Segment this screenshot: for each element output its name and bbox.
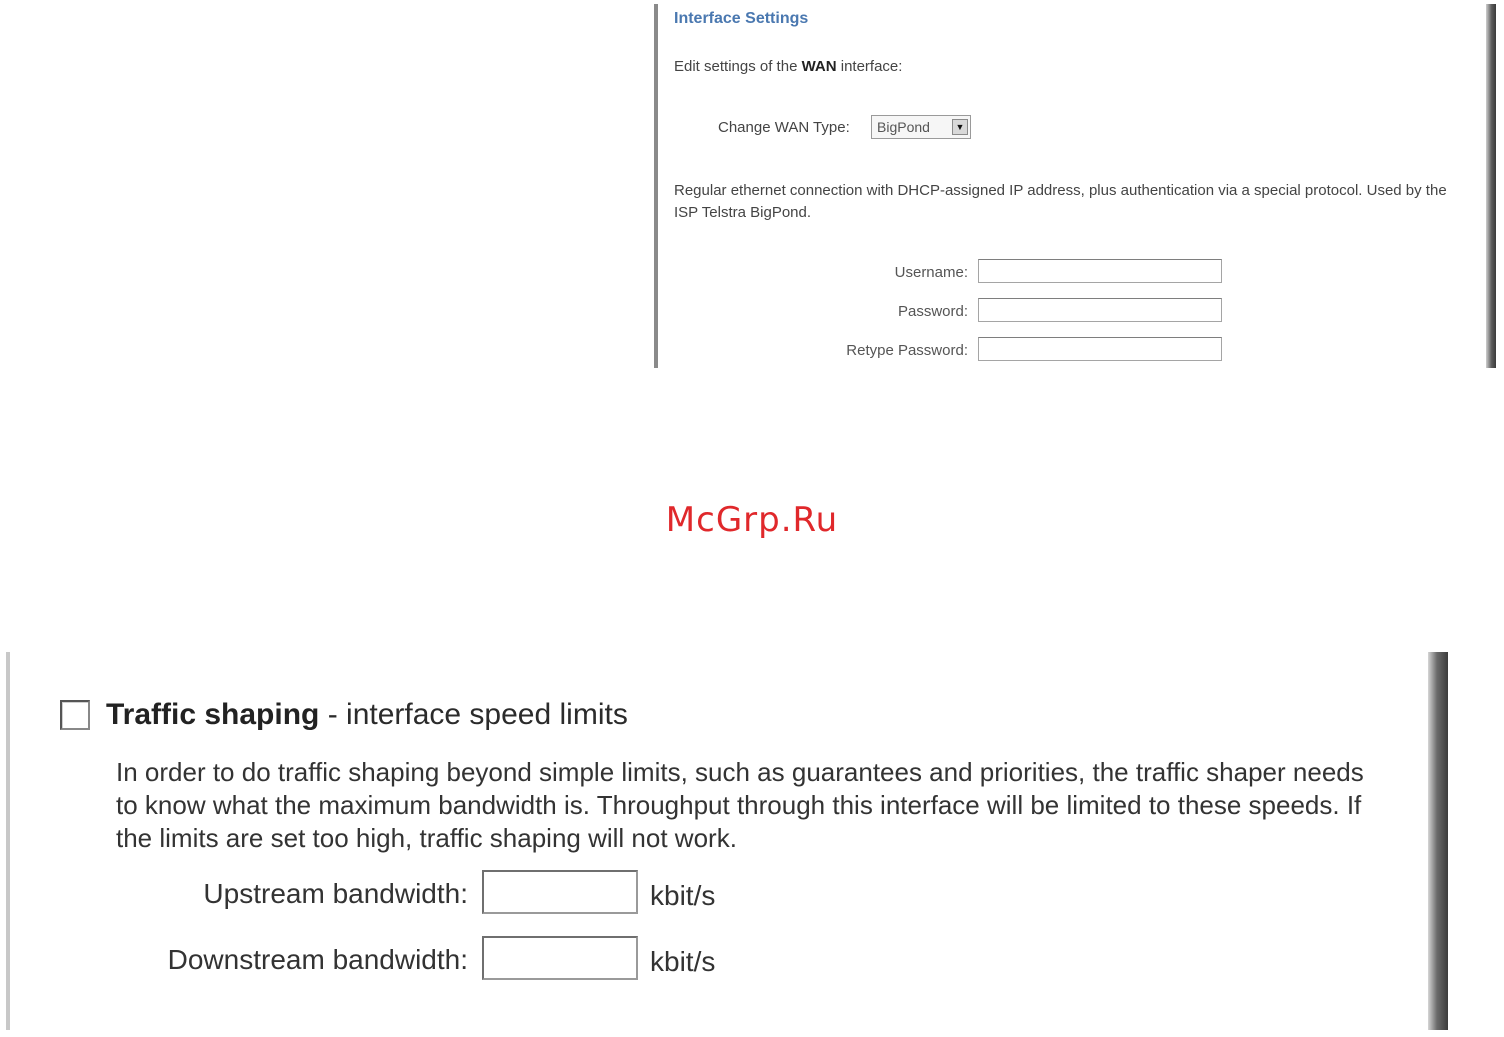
password-input[interactable] [978, 298, 1222, 322]
chevron-down-icon[interactable]: ▼ [952, 119, 968, 135]
traffic-shaping-panel [6, 652, 1448, 1030]
interface-settings-panel [654, 4, 1496, 368]
traffic-shaping-subtitle: - interface speed limits [319, 698, 628, 731]
panel-right-border [1486, 4, 1496, 368]
wan-type-label: Change WAN Type: [718, 119, 850, 136]
intro-suffix: interface: [836, 58, 903, 75]
upstream-bandwidth-label: Upstream bandwidth: [203, 878, 468, 909]
traffic-shaping-heading [106, 698, 628, 732]
panel-right-border [1428, 652, 1448, 1030]
interface-settings-intro [674, 58, 902, 75]
username-label: Username: [894, 264, 968, 281]
watermark: McGrp.Ru [665, 500, 839, 540]
password-label: Password: [897, 303, 968, 320]
interface-settings-title: Interface Settings [674, 10, 809, 27]
upstream-unit: kbit/s [650, 880, 716, 911]
wan-type-description: Regular ethernet connection with DHCP-assigned IP address, plus authentication via a special protocol. Used by the ISP Telstra BigPond. [674, 182, 1447, 221]
intro-prefix: Edit settings of the [674, 58, 802, 75]
upstream-bandwidth-input[interactable] [482, 870, 638, 914]
traffic-shaping-description: In order to do traffic shaping beyond simple limits, such as guarantees and priorities, the traffic shaper needs to know what the maximum bandwidth is. Throughput through this interface will be limited to these speeds. If the limits are set too high, traffic shaping will not work. [116, 757, 1364, 853]
retype-password-input[interactable] [978, 337, 1222, 361]
downstream-unit: kbit/s [650, 946, 716, 977]
wan-type-select[interactable] [871, 115, 971, 139]
retype-password-label: Retype Password: [846, 342, 968, 359]
intro-interface-name: WAN [801, 58, 837, 75]
downstream-bandwidth-input[interactable] [482, 936, 638, 980]
username-input[interactable] [978, 259, 1222, 283]
downstream-bandwidth-label: Downstream bandwidth: [167, 944, 468, 975]
traffic-shaping-title: Traffic shaping [106, 698, 320, 731]
wan-type-selected-value: BigPond [877, 119, 930, 135]
traffic-shaping-checkbox[interactable] [60, 700, 90, 730]
